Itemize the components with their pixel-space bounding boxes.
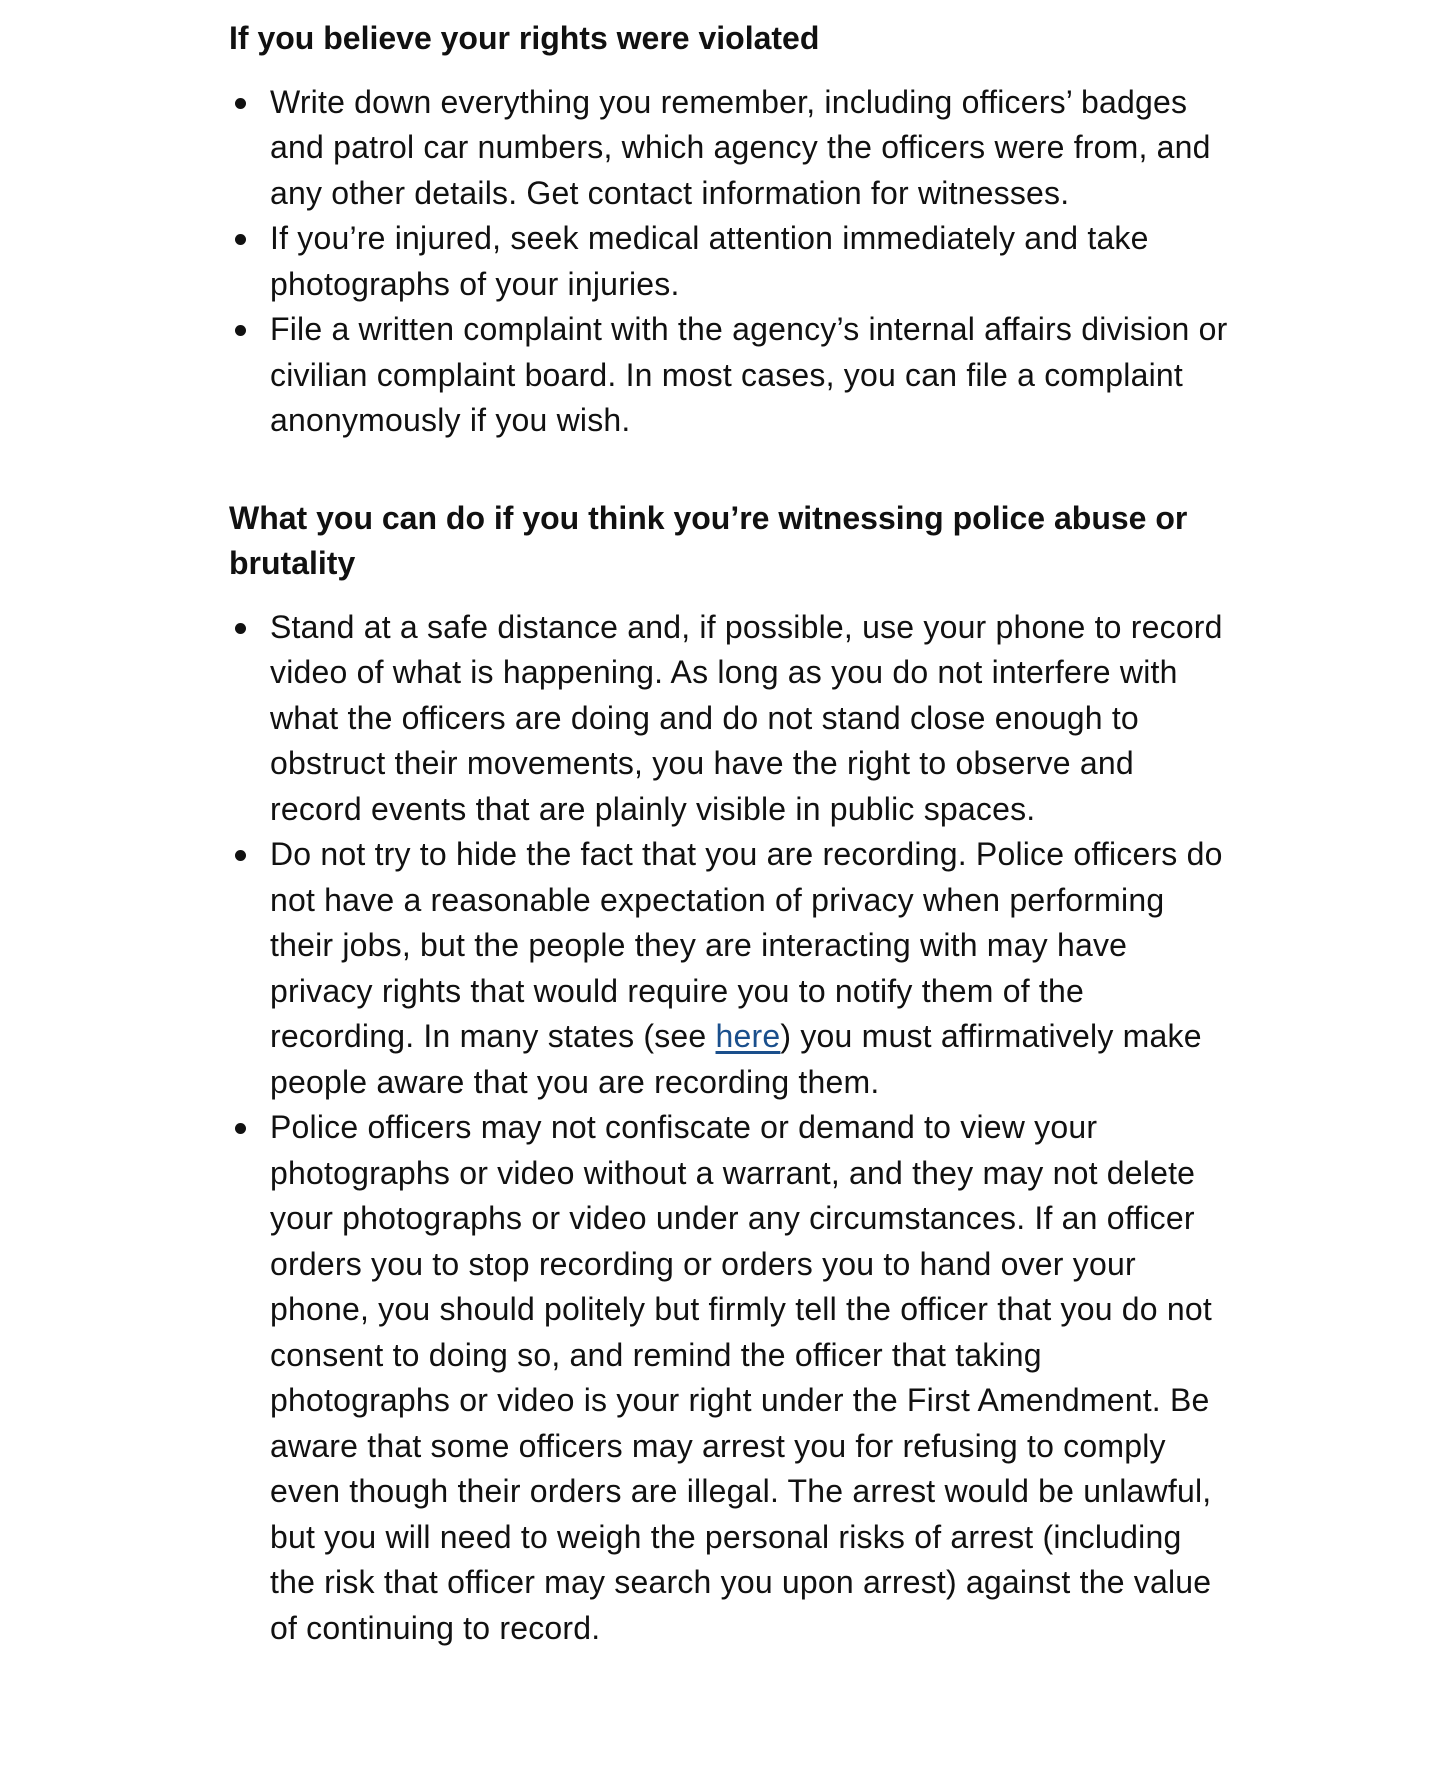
list-item-text: Police officers may not confiscate or demand to view your photographs or video without a warrant, and they may not delete your photographs or video under any circumstances. If an officer orders you to stop recording or orders you to hand over your phone, you should politely but firmly tell the officer that you do not consent to doing so, and remind the officer that taking photographs or video is your right under the First Amendment. Be aware that some officers may arrest you for refusing to comply even though their orders are illegal. The arrest would be unlawful, but you will need to weigh the personal risks of arrest (including the risk that officer may search you upon arrest) against the value of continuing to record. <box>270 1109 1212 1646</box>
bullet-icon <box>235 234 246 245</box>
list-item <box>229 307 1229 444</box>
list-item <box>229 605 1229 833</box>
list-item-text-after-link: ) you must affirmatively make people aware that you are recording them. <box>270 1018 1202 1100</box>
bullet-icon <box>235 1123 246 1134</box>
rights-violated-list <box>229 80 1229 444</box>
list-item <box>229 832 1229 1105</box>
list-item <box>229 216 1229 307</box>
list-item-text: Write down everything you remember, including officers’ badges and patrol car numbers, which agency the officers were from, and any other details. Get contact information for witnesses. <box>270 83 1211 211</box>
list-item-text: If you’re injured, seek medical attention immediately and take photographs of your injuries. <box>270 220 1149 302</box>
list-item-text: File a written complaint with the agency’s internal affairs division or civilian complaint board. In most cases, you can file a complaint anonymously if you wish. <box>270 311 1228 438</box>
bullet-icon <box>235 623 246 634</box>
list-item <box>229 1105 1229 1651</box>
list-item <box>229 80 1229 217</box>
list-item-text-before-link: Do not try to hide the fact that you are recording. Police officers do not have a reasonable expectation of privacy when performing their jobs, but the people they are interacting with may have privacy rights that would require you to notify them of the recording. In many states (see <box>270 836 1223 1054</box>
list-item-text: Stand at a safe distance and, if possible, use your phone to record video of what is happening. As long as you do not interfere with what the officers are doing and do not stand close enough to obstruct their movements, you have the right to observe and record events that are plainly visible in public spaces. <box>270 608 1223 827</box>
states-recording-law-link[interactable]: here <box>715 1018 781 1054</box>
section-heading-witnessing-abuse: What you can do if you think you’re witnessing police abuse or brutality <box>229 499 1188 581</box>
article-content <box>229 0 1229 1651</box>
bullet-icon <box>235 325 246 336</box>
section-heading-rights-violated: If you believe your rights were violated <box>229 20 820 56</box>
bullet-icon <box>235 98 246 109</box>
bullet-icon <box>235 850 246 861</box>
witnessing-abuse-list <box>229 605 1229 1652</box>
